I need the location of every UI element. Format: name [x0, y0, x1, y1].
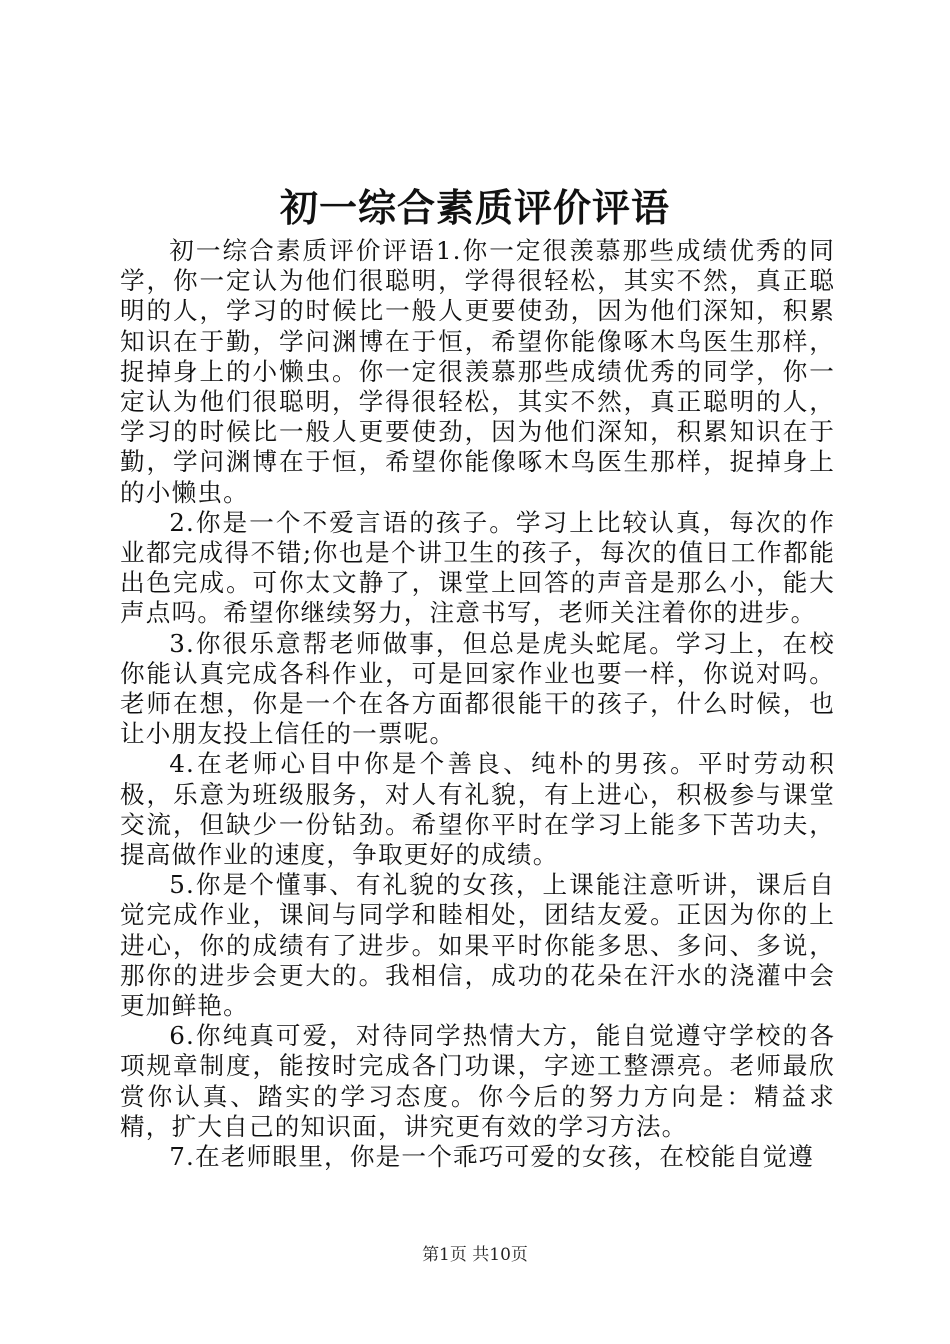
page-number-footer: 第1页 共10页 — [422, 1245, 528, 1265]
document-body — [120, 236, 835, 1172]
paragraph-4: 4.在老师心目中你是个善良、纯朴的男孩。平时劳动积极，乐意为班级服务，对人有礼貌，有上进心，积极参与课堂交流，但缺少一份钻劲。希望你平时在学习上能多下苦功夫，提高做作业的速度，争取更好的成绩。 — [120, 749, 835, 870]
paragraph-7: 7.在老师眼里，你是一个乖巧可爱的女孩，在校能自觉遵 — [169, 1142, 815, 1172]
paragraph-1: 初一综合素质评价评语1.你一定很羡慕那些成绩优秀的同学，你一定认为他们很聪明，学得很轻松，其实不然，真正聪明的人，学习的时候比一般人更要使劲，因为他们深知，积累知识在于勤，学问渊博在于恒，希望你能像啄木鸟医生那样，捉掉身上的小懒虫。你一定很羡慕那些成绩优秀的同学，你一定认为他们很聪明，学得很轻松，其实不然，真正聪明的人，学习的时候比一般人更要使劲，因为他们深知，积累知识在于勤，学问渊博在于恒，希望你能像啄木鸟医生那样，捉掉身上的小懒虫。 — [120, 236, 835, 507]
paragraph-5: 5.你是个懂事、有礼貌的女孩，上课能注意听讲，课后自觉完成作业，课间与同学和睦相处，团结友爱。正因为你的上进心，你的成绩有了进步。如果平时你能多思、多问、多说，那你的进步会更大的。我相信，成功的花朵在汗水的浇灌中会更加鲜艳。 — [120, 870, 835, 1021]
paragraph-2: 2.你是一个不爱言语的孩子。学习上比较认真，每次的作业都完成得不错;你也是个讲卫生的孩子，每次的值日工作都能出色完成。可你太文静了，课堂上回答的声音是那么小，能大声点吗。希望你继续努力，注意书写，老师关注着你的进步。 — [120, 507, 835, 628]
document-title: 初一综合素质评价评语 — [279, 185, 670, 230]
paragraph-3: 3.你很乐意帮老师做事，但总是虎头蛇尾。学习上，在校你能认真完成各科作业，可是回家作业也要一样，你说对吗。老师在想，你是一个在各方面都很能干的孩子，什么时候，也让小朋友投上信任的一票呢。 — [120, 628, 835, 749]
paragraph-6: 6.你纯真可爱，对待同学热情大方，能自觉遵守学校的各项规章制度，能按时完成各门功课，字迹工整漂亮。老师最欣赏你认真、踏实的学习态度。你今后的努力方向是：精益求精，扩大自己的知识面，讲究更有效的学习方法。 — [120, 1021, 835, 1141]
